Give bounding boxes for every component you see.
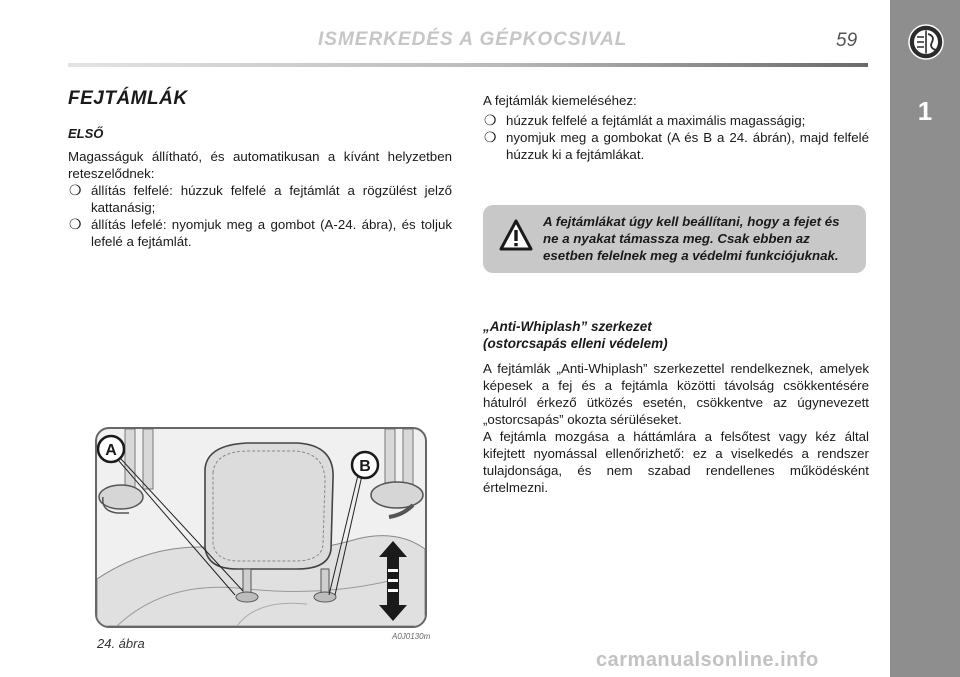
list-item-text: nyomjuk meg a gombokat (A és B a 24. ábrán), majd felfelé húzzuk ki a fejtámlákat. <box>506 130 869 162</box>
list-item <box>68 182 452 216</box>
figure-caption: 24. ábra <box>97 636 145 651</box>
bullet-circle-icon: ❍ <box>484 112 497 128</box>
list-item <box>68 216 452 250</box>
list-item-text: állítás lefelé: nyomjuk meg a gombot (A-24. ábra), és toljuk lefelé a fejtámlát. <box>91 217 452 249</box>
subsection-title: ELSŐ <box>68 126 104 141</box>
site-watermark: carmanualsonline.info <box>596 649 819 671</box>
warning-triangle-icon <box>499 219 533 251</box>
page-number: 59 <box>836 30 858 51</box>
antiwhiplash-paragraph-1: A fejtámlák „Anti-Whiplash” szerkezettel rendelkeznek, amelyek képesek a fej és a fejtámla közötti távolság csökkentésére hátulról érkező ütközés esetén, csökkentve az úgynevezett „ostorcsapás” okozta sérüléseket. <box>483 361 869 427</box>
antiwhiplash-title-line2: (ostorcsapás elleni védelem) <box>483 336 668 351</box>
list-item-text: húzzuk felfelé a fejtámlát a maximális magasságig; <box>506 113 806 128</box>
bullet-circle-icon: ❍ <box>69 182 82 198</box>
brand-logo-icon <box>908 24 944 60</box>
section-title: FEJTÁMLÁK <box>68 88 188 109</box>
headrest-figure <box>95 427 427 628</box>
headrest-illustration <box>97 429 425 626</box>
figure-code: A0J0130m <box>392 632 431 641</box>
chapter-number: 1 <box>917 96 933 126</box>
header-rule <box>68 63 868 67</box>
antiwhiplash-title <box>483 318 869 352</box>
bullet-circle-icon: ❍ <box>484 129 497 145</box>
removal-bullet-list <box>483 112 869 163</box>
bullet-circle-icon: ❍ <box>69 216 82 232</box>
list-item <box>483 129 869 163</box>
antiwhiplash-paragraph-2: A fejtámla mozgása a háttámlára a felsőtest vagy kéz által kifejtett nyomással ellenőrizhető: ez a viselkedés a rendszer tulajdonsága, és nem szabad rendellenes működésként értelmezni. <box>483 429 869 495</box>
left-column <box>68 88 452 250</box>
antiwhiplash-section <box>483 318 869 496</box>
removal-intro: A fejtámlák kiemeléséhez: <box>483 93 637 108</box>
list-item <box>483 112 869 129</box>
page-header-title: ISMERKEDÉS A GÉPKOCSIVAL <box>318 29 628 50</box>
warning-text: A fejtámlákat úgy kell beállítani, hogy a fejet és ne a nyakat támassza meg. Csak ebben az esetben felelnek meg a védelmi funkciójuknak. <box>543 214 840 263</box>
list-item-text: állítás felfelé: húzzuk felfelé a fejtámlát a rögzülést jelző kattanásig; <box>91 183 452 215</box>
warning-box <box>483 205 866 273</box>
callout-a-label: A <box>105 442 117 459</box>
antiwhiplash-title-line1: „Anti-Whiplash” szerkezet <box>483 319 652 334</box>
callout-b-label: B <box>359 458 371 475</box>
right-column <box>483 92 869 163</box>
adjust-bullet-list <box>68 182 452 250</box>
intro-paragraph: Magasságuk állítható, és automatikusan a kívánt helyzetben reteszelődnek: <box>68 149 452 181</box>
